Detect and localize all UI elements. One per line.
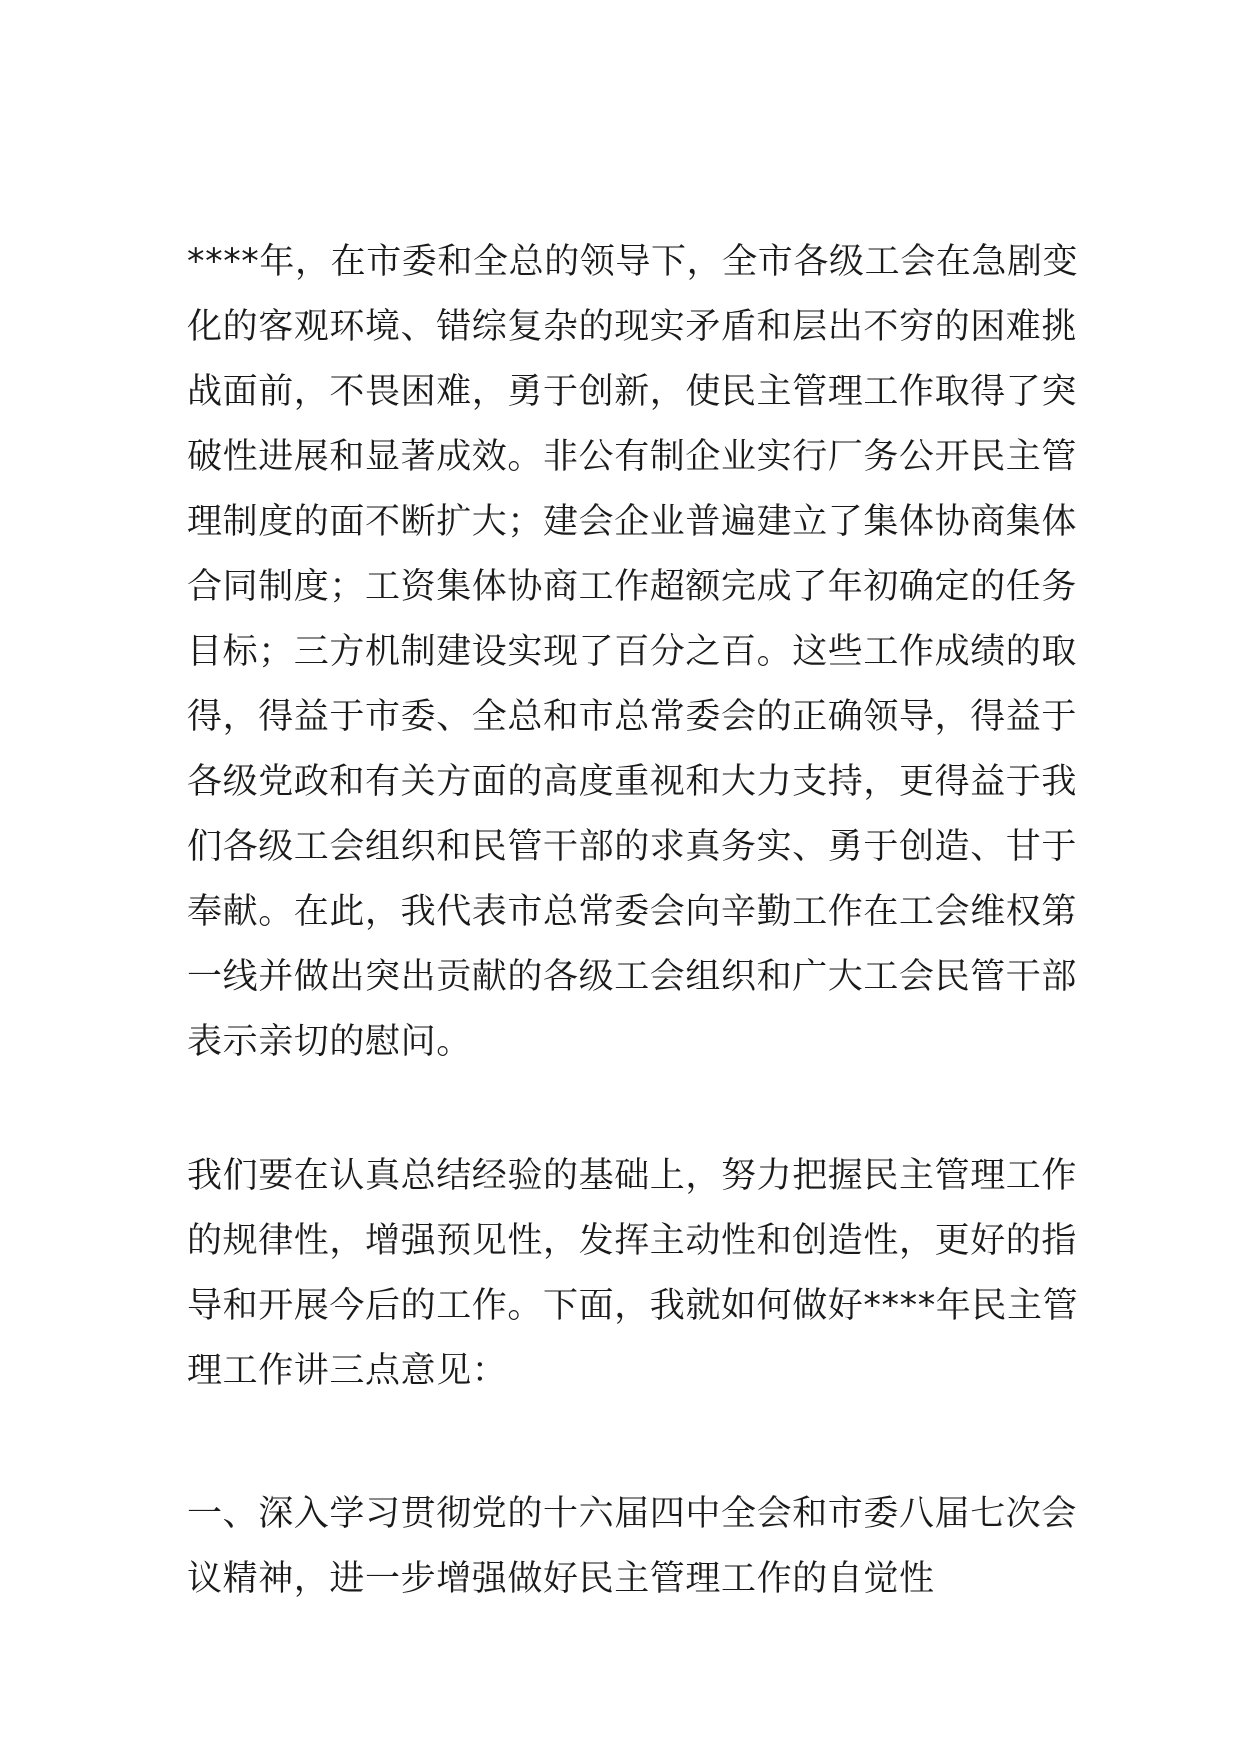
text-line: 一、深入学习贯彻党的十六届四中全会和市委八届七次会 bbox=[187, 1494, 1078, 1534]
text-line: 破性进展和显著成效。非公有制企业实行厂务公开民主管 bbox=[187, 437, 1078, 477]
section-heading-1 bbox=[187, 1482, 1078, 1612]
paragraph-introduction bbox=[187, 1144, 1079, 1404]
text-line: ****年，在市委和全总的领导下，全市各级工会在急剧变 bbox=[187, 242, 1079, 282]
text-line: 化的客观环境、错综复杂的现实矛盾和层出不穷的困难挑 bbox=[187, 307, 1078, 347]
text-line: 导和开展今后的工作。下面，我就如何做好****年民主管 bbox=[187, 1286, 1079, 1326]
text-line: 理工作讲三点意见： bbox=[187, 1351, 508, 1391]
text-line: 目标；三方机制建设实现了百分之百。这些工作成绩的取 bbox=[187, 632, 1078, 672]
text-line: 各级党政和有关方面的高度重视和大力支持，更得益于我 bbox=[187, 762, 1078, 802]
paragraph-review bbox=[187, 230, 1079, 1075]
text-line: 我们要在认真总结经验的基础上，努力把握民主管理工作 bbox=[187, 1156, 1078, 1196]
text-line: 的规律性，增强预见性，发挥主动性和创造性，更好的指 bbox=[187, 1221, 1078, 1261]
text-line: 表示亲切的慰问。 bbox=[187, 1022, 472, 1062]
text-line: 合同制度；工资集体协商工作超额完成了年初确定的任务 bbox=[187, 567, 1078, 607]
text-line: 战面前，不畏困难，勇于创新，使民主管理工作取得了突 bbox=[187, 372, 1078, 412]
text-line: 们各级工会组织和民管干部的求真务实、勇于创造、甘于 bbox=[187, 827, 1078, 867]
text-line: 一线并做出突出贡献的各级工会组织和广大工会民管干部 bbox=[187, 957, 1078, 997]
text-line: 理制度的面不断扩大；建会企业普遍建立了集体协商集体 bbox=[187, 502, 1078, 542]
text-line: 议精神，进一步增强做好民主管理工作的自觉性 bbox=[187, 1559, 935, 1599]
text-line: 得，得益于市委、全总和市总常委会的正确领导，得益于 bbox=[187, 697, 1078, 737]
text-line: 奉献。在此，我代表市总常委会向辛勤工作在工会维权第 bbox=[187, 892, 1078, 932]
